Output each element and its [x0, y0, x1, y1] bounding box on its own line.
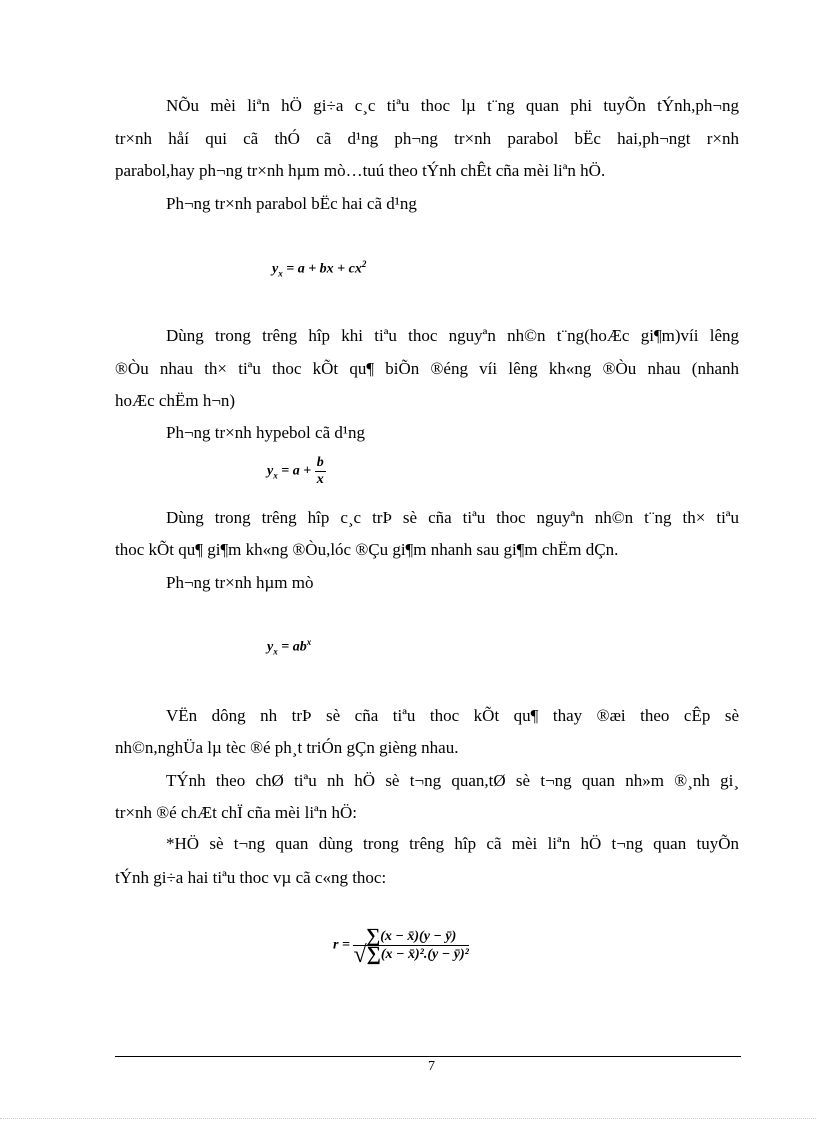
hyperbola-formula: $y_x = a$ + $\frac{b}{x}$ — [267, 455, 324, 487]
page-number: 7 — [428, 1059, 435, 1074]
paragraph-3-line-1: Dùng trong trêng hîp khi tiªu thoc nguyªn nh©n t¨ng(hoÆc gi¶m)víi lêng — [166, 326, 739, 345]
paragraph-6: Ph¬ng tr×nh hµm mò — [166, 573, 314, 592]
paragraph-2: Ph¬ng tr×nh parabol bËc hai cã d¹ng — [166, 194, 417, 213]
paragraph-7-line-2: nh©n,nghÜa lµ tèc ®é ph¸t triÓn gÇn gièng nhau. — [115, 738, 459, 757]
paragraph-8-line-2: tr×nh ®é chÆt chÏ cña mèi liªn hÖ: — [115, 803, 357, 822]
correlation-formula: r = $\frac{\sum(x - x̄)(y - ȳ)}{\text{√∑(x − x̄)².(y − ȳ)²}}$ — [333, 925, 469, 968]
paragraph-3-line-2: ®Òu nhau th× tiªu thoc kÕt qu¶ biÕn ®éng víi lêng kh«ng ®Òu nhau (nhanh — [115, 359, 739, 378]
page-bottom-edge — [0, 1118, 816, 1119]
paragraph-1-line-3: parabol,hay ph¬ng tr×nh hµm mò…tuú theo tÝnh chÊt cña mèi liªn hÖ. — [115, 161, 606, 180]
paragraph-9-line-1: *HÖ sè t¬ng quan dùng trong trêng hîp cã mèi liªn hÖ t¬ng quan tuyÕn — [166, 834, 739, 853]
paragraph-5-line-1: Dùng trong trêng hîp c¸c trÞ sè cña tiªu thoc nguyªn nh©n t¨ng th× tiªu — [166, 508, 739, 527]
paragraph-4: Ph¬ng tr×nh hypebol cã d¹ng — [166, 423, 365, 442]
paragraph-5-line-2: thoc kÕt qu¶ gi¶m kh«ng ®Òu,lóc ®Çu gi¶m nhanh sau gi¶m chËm dÇn. — [115, 540, 619, 559]
paragraph-8-line-1: TÝnh theo chØ tiªu nh hÖ sè t¬ng quan,tØ sè t¬ng quan nh»m ®¸nh gi¸ — [166, 771, 739, 790]
paragraph-9-line-2: tÝnh gi÷a hai tiªu thoc vµ cã c«ng thoc: — [115, 868, 387, 887]
exponential-formula: $y_x = ab^x$ — [267, 637, 312, 657]
footer-rule — [115, 1056, 741, 1057]
paragraph-3-line-3: hoÆc chËm h¬n) — [115, 391, 236, 410]
paragraph-1-line-1: NÕu mèi liªn hÖ gi÷a c¸c tiªu thoc lµ t¨ng quan phi tuyÕn tÝnh,ph¬ng — [166, 96, 739, 115]
paragraph-1-line-2: tr×nh håí qui cã thÓ cã d¹ng ph¬ng tr×nh parabol bËc hai,ph¬ngt r×nh — [115, 129, 739, 148]
parabola-formula: $y_x = a$ + bx + $cx^2$ — [272, 259, 367, 279]
paragraph-7-line-1: VËn dông nh trÞ sè cña tiªu thoc kÕt qu¶ thay ®æi theo cÊp sè — [166, 706, 739, 725]
